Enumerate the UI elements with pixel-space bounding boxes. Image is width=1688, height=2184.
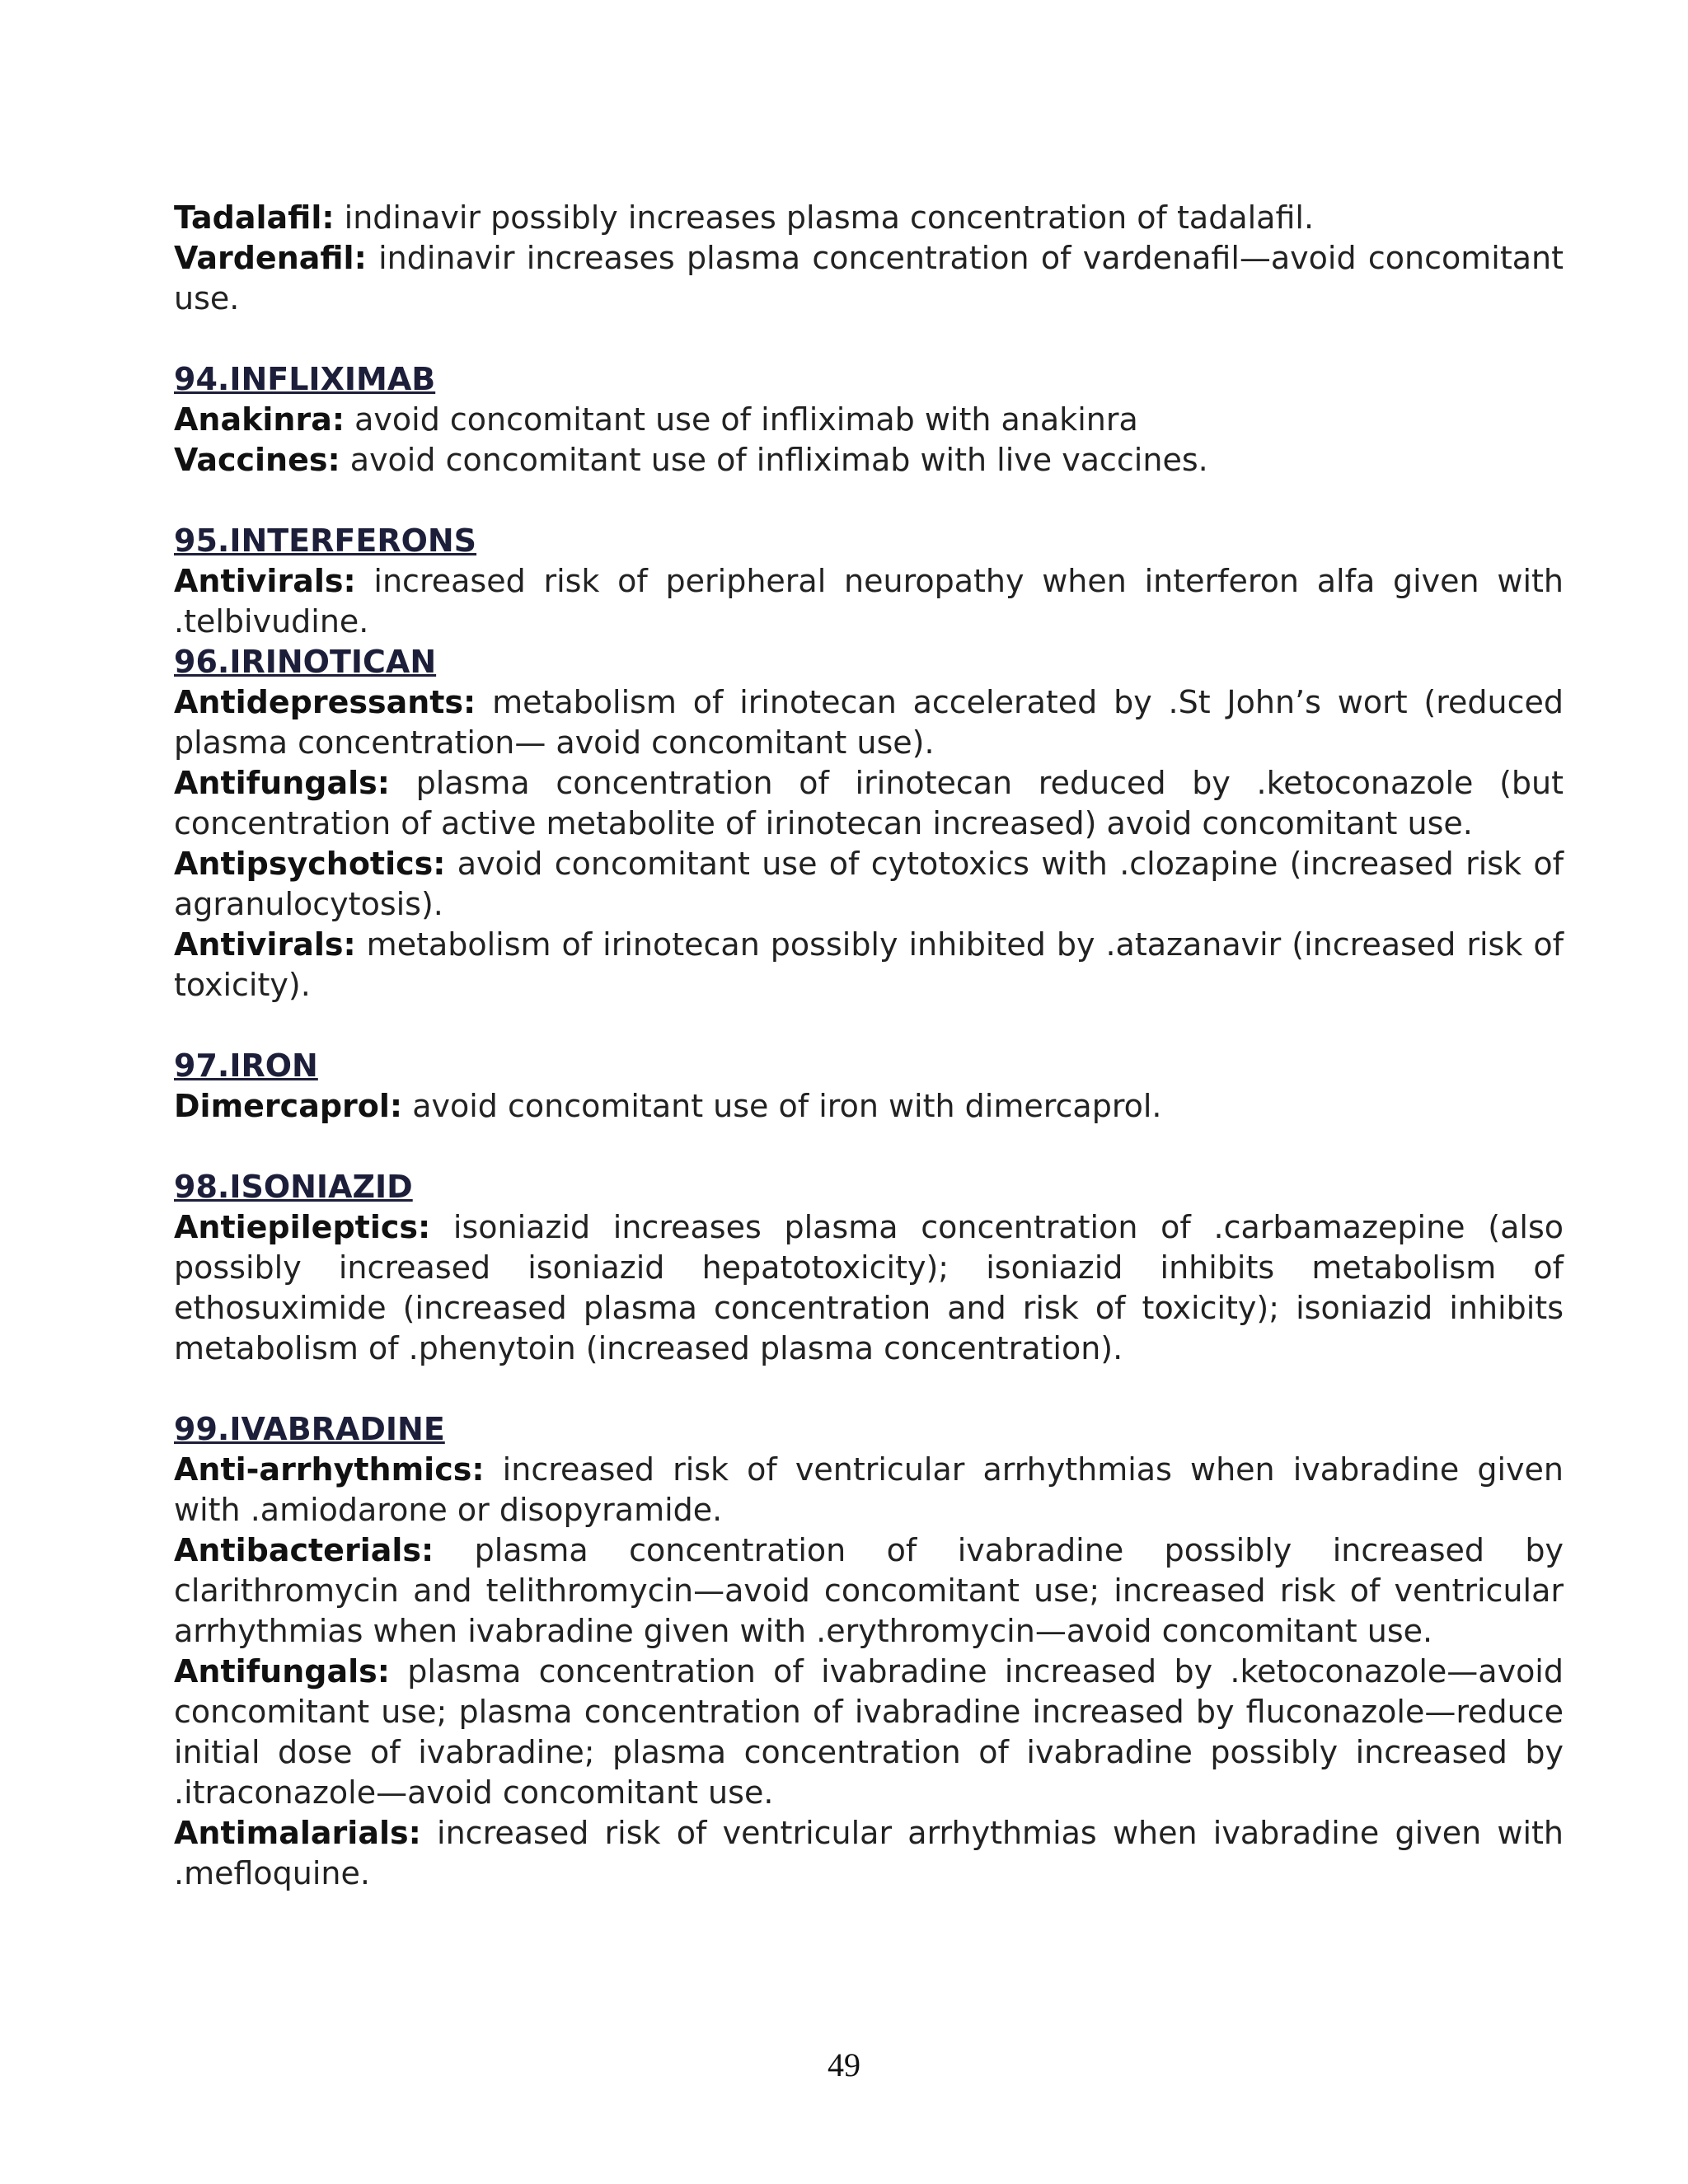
entry-text: metabolism of irinotecan accelerated by .St John’s wort (reduced plasma concentration— avoid concomitant use).	[174, 684, 1564, 761]
page-number: 49	[828, 2046, 860, 2083]
entry-text: plasma concentration of ivabradine possibly increased by clarithromycin and telithromycin—avoid concomitant use; increased risk of ventricular arrhythmias when ivabradine given with .erythromycin—avoid concomitant use.	[174, 1532, 1564, 1649]
entry-label: Antipsychotics:	[174, 846, 446, 882]
entry-text: plasma concentration of ivabradine increased by .ketoconazole—avoid concomitant use; plasma concentration of ivabradine increased by fluconazole—reduce initial dose of ivabradine; plasma concentration of ivabradine possibly increased by .itraconazole—avoid concomitant use.	[174, 1653, 1564, 1811]
entry-text: increased risk of peripheral neuropathy when interferon alfa given with .telbivudine.	[174, 563, 1564, 640]
entry-label: Anakinra:	[174, 401, 345, 438]
interaction-entry	[174, 1530, 1564, 1652]
entry-text: indinavir possibly increases plasma concentration of tadalafil.	[334, 199, 1315, 236]
interaction-entry	[174, 1450, 1564, 1530]
entry-label: Antivirals:	[174, 563, 356, 599]
paragraph-gap	[174, 1005, 1564, 1046]
section-heading: 95.INTERFERONS	[174, 523, 477, 559]
interaction-entry	[174, 440, 1564, 480]
entry-label: Antifungals:	[174, 1653, 390, 1690]
entry-label: Antimalarials:	[174, 1815, 421, 1851]
entry-label: Vardenafil:	[174, 240, 367, 276]
entry-text: avoid concomitant use of infliximab with anakinra	[345, 401, 1138, 438]
paragraph-gap	[174, 319, 1564, 359]
entry-label: Dimercaprol:	[174, 1088, 403, 1124]
entry-label: Antivirals:	[174, 926, 356, 963]
section-heading: 98.ISONIAZID	[174, 1169, 413, 1205]
entry-text: metabolism of irinotecan possibly inhibited by .atazanavir (increased risk of toxicity).	[174, 926, 1564, 1003]
entry-label: Antiepileptics:	[174, 1209, 431, 1245]
entry-label: Anti-arrhythmics:	[174, 1451, 485, 1488]
section-heading: 96.IRINOTICAN	[174, 644, 437, 680]
entry-text: isoniazid increases plasma concentration of .carbamazepine (also possibly increased isoniazid hepatotoxicity); isoniazid inhibits metabolism of ethosuximide (increased plasma concentration and risk of toxicity); isoniazid inhibits metabolism of .phenytoin (increased plasma concentration).	[174, 1209, 1564, 1366]
interaction-entry	[174, 763, 1564, 844]
interaction-entry	[174, 561, 1564, 642]
interaction-entry	[174, 1813, 1564, 1894]
section-heading: 94.INFLIXIMAB	[174, 361, 436, 397]
interaction-entry	[174, 925, 1564, 1005]
paragraph-gap	[174, 480, 1564, 521]
entry-text: increased risk of ventricular arrhythmias when ivabradine given with .amiodarone or disopyramide.	[174, 1451, 1564, 1528]
entry-text: indinavir increases plasma concentration of vardenafil—avoid concomitant use.	[174, 240, 1564, 316]
entry-label: Tadalafil:	[174, 199, 335, 236]
interaction-entry	[174, 682, 1564, 763]
entry-text: avoid concomitant use of iron with dimercaprol.	[402, 1088, 1162, 1124]
entry-text: increased risk of ventricular arrhythmias when ivabradine given with .mefloquine.	[174, 1815, 1564, 1891]
paragraph-gap	[174, 1127, 1564, 1167]
interaction-entry	[174, 1086, 1564, 1127]
page-content	[174, 198, 1564, 1894]
entry-label: Antibacterials:	[174, 1532, 434, 1568]
interaction-entry	[174, 1652, 1564, 1813]
interaction-entry	[174, 844, 1564, 925]
entry-label: Antidepressants:	[174, 684, 476, 720]
entry-label: Vaccines:	[174, 442, 340, 478]
interaction-entry	[174, 238, 1564, 319]
entry-text: plasma concentration of irinotecan reduced by .ketoconazole (but concentration of active metabolite of irinotecan increased) avoid concomitant use.	[174, 765, 1564, 841]
section-heading: 99.IVABRADINE	[174, 1411, 445, 1447]
interaction-entry	[174, 400, 1564, 440]
interaction-entry	[174, 198, 1564, 238]
section-heading: 97.IRON	[174, 1047, 318, 1084]
entry-label: Antifungals:	[174, 765, 390, 801]
entry-text: avoid concomitant use of cytotoxics with .clozapine (increased risk of agranulocytosis).	[174, 846, 1564, 922]
paragraph-gap	[174, 1369, 1564, 1409]
interaction-entry	[174, 1207, 1564, 1369]
entry-text: avoid concomitant use of infliximab with live vaccines.	[340, 442, 1208, 478]
